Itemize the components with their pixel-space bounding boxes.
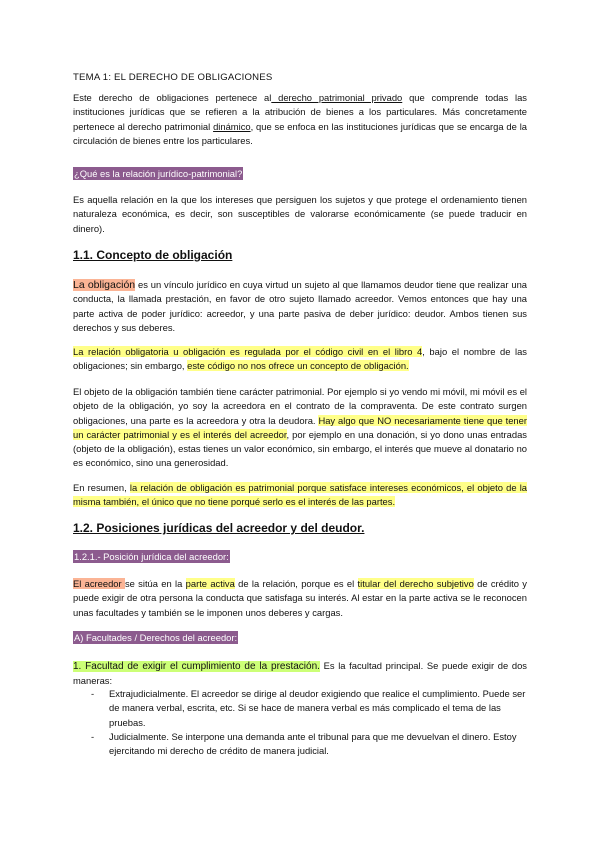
question-answer: Es aquella relación en la que los intereses que persiguen los sujetos y que protege el ordenamiento tienen naturaleza económica, es decir, son susceptibles de valorarse económicamente (se puede traducir en dinero). [73, 194, 527, 234]
text: Este derecho de obligaciones pertenece al [73, 92, 272, 103]
creditor-paragraph [73, 577, 527, 620]
ways-list [73, 687, 527, 758]
facultades-heading: A) Facultades / Derechos del acreedor: [74, 632, 238, 643]
highlighted-text: la relación de obligación es patrimonial porque satisface intereses económicos, el objeto de la misma también, el único que no tiene porqué serlo es el interés de las partes. [73, 482, 527, 508]
text: , que se enfoca en las instituciones jurídicas que se encarga de la circulación de bienes entre los particulares. [73, 120, 527, 146]
text: En resumen, [73, 482, 130, 493]
underlined-text: derecho patrimonial privado [271, 92, 403, 103]
highlighted-text: Hay algo que NO necesariamente tiene que tener un carácter patrimonial y es el interés del acreedor [73, 414, 527, 440]
text: de crédito y puede exigir de otra persona la conducta que satisfaga su interés. Al estar en la parte activa se le reconocen unas facultades y también se le imponen unos deberes y cargas. [73, 578, 527, 618]
regulation-paragraph [73, 345, 527, 374]
text: de la relación, porque es el [234, 578, 358, 589]
section-heading-1-2: 1.2. Posiciones jurídicas del acreedor y del deudor. [73, 521, 365, 535]
text: Es la facultad principal. Se puede exigir de dos maneras: [73, 660, 527, 687]
list-item: - Extrajudicialmente. El acreedor se dirige al deudor exigiendo que realice el cumplimiento. Puede ser de manera verbal, escrita, etc. Si se hace de manera verbal es más complicado el tema de las pruebas. [73, 687, 527, 730]
section-heading-1-1: 1.1. Concepto de obligación [73, 248, 233, 262]
highlighted-text: La relación obligatoria u obligación es regulada por el código civil en el libro 4 [73, 346, 423, 357]
text: , bajo el nombre de las obligaciones; sin embargo, [73, 346, 527, 372]
summary-paragraph [73, 481, 527, 510]
text: que comprende todas las instituciones jurídicas que se refieren a la atribución de bienes a los particulares. Más concretamente pertenece al derecho patrimonial [73, 92, 527, 132]
obligation-definition [73, 278, 527, 335]
highlighted-term: La obligación [73, 279, 136, 291]
facultad-1-paragraph [73, 659, 527, 689]
intro-paragraph [73, 91, 527, 148]
list-item: - Judicialmente. Se interpone una demanda ante el tribunal para que me devuelvan el dinero. Estoy ejercitando mi derecho de crédito de manera judicial. [73, 730, 527, 759]
highlighted-text: parte activa [185, 578, 235, 589]
highlighted-term: El acreedor [73, 578, 125, 589]
text: El objeto de la obligación también tiene carácter patrimonial. Por ejemplo si yo vendo mi móvil, mi móvil es el objeto de la obligación, yo soy la acreedora en el contrato de la compraventa. De este contrato surgen obligaciones, una parte es la acreedora y otra la deudora. [73, 386, 527, 426]
text: es un vínculo jurídico en cuya virtud un sujeto al que llamamos deudor tiene que realizar una conducta, la llamada prestación, en favor de otro sujeto llamado acreedor. Vemos entonces que hay una parte activa de poder jurídico: acreedor, y una parte pasiva de deber jurídico: deudor. Ambos tienen sus derechos y sus deberes. [73, 279, 528, 333]
highlighted-term: 1. Facultad de exigir el cumplimiento de la prestación. [73, 661, 320, 672]
highlighted-text: este código no nos ofrece un concepto de obligación. [187, 360, 409, 372]
question-heading: ¿Qué es la relación jurídico-patrimonial? [74, 168, 243, 179]
document-title: TEMA 1: EL DERECHO DE OBLIGACIONES [73, 72, 273, 83]
object-paragraph [73, 385, 527, 471]
text: se sitúa en la [124, 578, 186, 589]
text: , por ejemplo en una donación, si yo dono unas entradas (objeto de la obligación), estas tienes un valor económico, sin embargo, el interés que mueve al donatario no es económico, sino una generosidad. [73, 428, 527, 469]
highlighted-text: titular del derecho subjetivo [357, 578, 474, 589]
underlined-text: dinámico [213, 120, 251, 132]
subsection-heading: 1.2.1.- Posición jurídica del acreedor: [74, 551, 229, 562]
